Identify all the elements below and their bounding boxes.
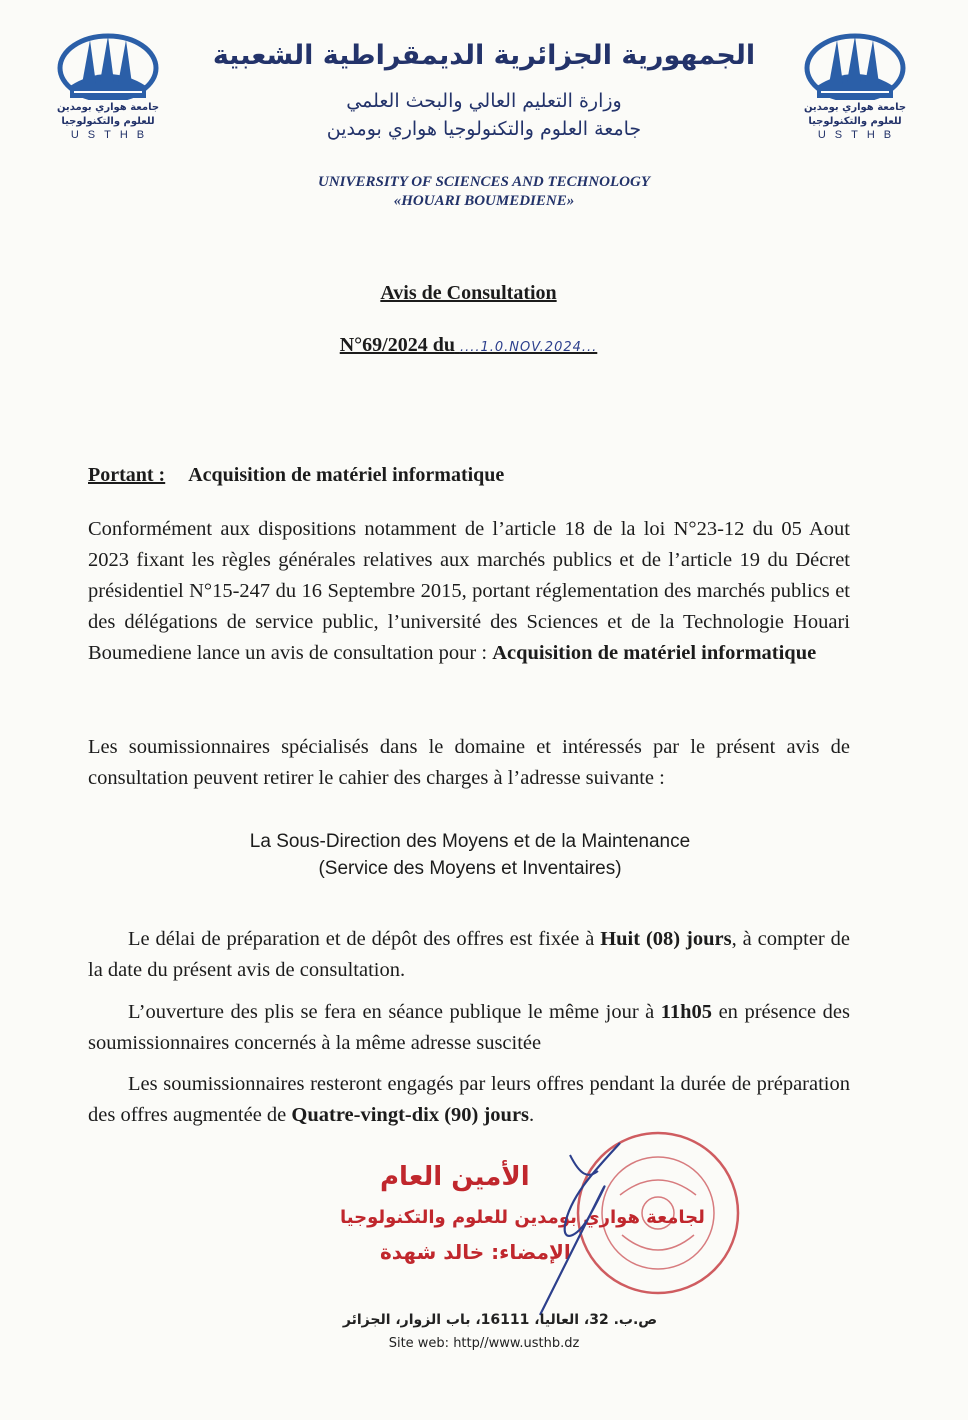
validity-text: Les soumissionnaires resteront engagés par leurs offres pendant la durée de préparation des offres augmentée de [88, 1073, 850, 1126]
paragraph-legal-basis-text: Conformément aux dispositions notamment de l’article 18 de la loi N°23-12 du 05 Aout 2023 fixant les règles générales relatives aux marchés publics et de l’article 19 du Décret présidentiel N°15-247 du 16 Septembre 2015, portant réglementation des marchés publics et des délégations de service public, l’université des Sciences et de la Technologie Houari Boumediene lance un avis de consultation pour : [88, 518, 850, 664]
deadline-text-end: , à compter de la date du présent avis de consultation. [88, 928, 851, 981]
signatory-name: الإمضاء: خالد شهدة [380, 1240, 571, 1264]
logo-arabic-line2: للعلوم والتكنولوجيا [61, 116, 155, 127]
subject-value: Acquisition de matériel informatique [188, 464, 505, 486]
notice-number [0, 334, 937, 357]
notice-title: Avis de Consultation [380, 282, 557, 304]
paragraph-validity [88, 1069, 850, 1131]
notice-number-text: N°69/2024 du [339, 334, 455, 356]
signatory-title: الأمين العام [380, 1162, 530, 1192]
address-line-1: La Sous-Direction des Moyens et de la Maintenance [249, 831, 691, 852]
ministry-heading: وزارة التعليم العالي والبحث العلمي [346, 90, 622, 112]
validity-text-end: . [529, 1104, 535, 1126]
opening-text-end: en présence des soumissionnaires concernés à la même adresse suscitée [88, 1001, 850, 1054]
logo-arabic-line1: جامعة هواري بومدين [803, 102, 907, 113]
university-name-en: «HOUARI BOUMEDIENE» [393, 193, 575, 209]
university-heading-ar: جامعة العلوم والتكنولوجيا هواري بومدين [326, 118, 642, 140]
logo-abbreviation: USTHB [817, 129, 901, 141]
republic-heading: الجمهورية الجزائرية الديمقراطية الشعبية [212, 40, 756, 71]
notice-date-handwritten: ....1.0.NOV.2024... [459, 340, 598, 355]
validity-duration: Quatre-vingt-dix (90) jours [291, 1104, 530, 1126]
deadline-value: Huit (08) jours [600, 928, 732, 950]
logo-abbreviation: USTHB [70, 129, 154, 141]
footer-address: ص.ب. 32، العاليا، 16111، باب الزوار، الجزائر [342, 1312, 658, 1328]
university-heading-en: UNIVERSITY OF SCIENCES AND TECHNOLOGY [317, 174, 650, 190]
paragraph-legal-basis [88, 514, 850, 669]
paragraph-bidders: Les soumissionnaires spécialisés dans le domaine et intéressés par le présent avis de consultation peuvent retirer le cahier des charges à l’adresse suivante : [88, 736, 850, 789]
subject-line [88, 464, 504, 487]
paragraph-deadline [88, 924, 850, 986]
opening-time: 11h05 [660, 1001, 713, 1023]
signatory-organization: لجامعة هواري بومدين للعلوم والتكنولوجيا [340, 1207, 705, 1228]
address-line-2: (Service des Moyens et Inventaires) [318, 858, 622, 879]
opening-text: L’ouverture des plis se fera en séance publique le même jour à [128, 1001, 655, 1023]
paragraph-legal-basis-subject: Acquisition de matériel informatique [492, 642, 817, 664]
handwritten-signature [470, 1135, 650, 1325]
subject-label: Portant : [88, 464, 166, 486]
logo-arabic-line2: للعلوم والتكنولوجيا [808, 116, 902, 127]
footer-website: Site web: http//www.usthb.dz [388, 1336, 580, 1351]
paragraph-opening [88, 997, 850, 1059]
logo-arabic-line1: جامعة هواري بومدين [56, 102, 160, 113]
deadline-text: Le délai de préparation et de dépôt des offres est fixée à [128, 928, 595, 950]
